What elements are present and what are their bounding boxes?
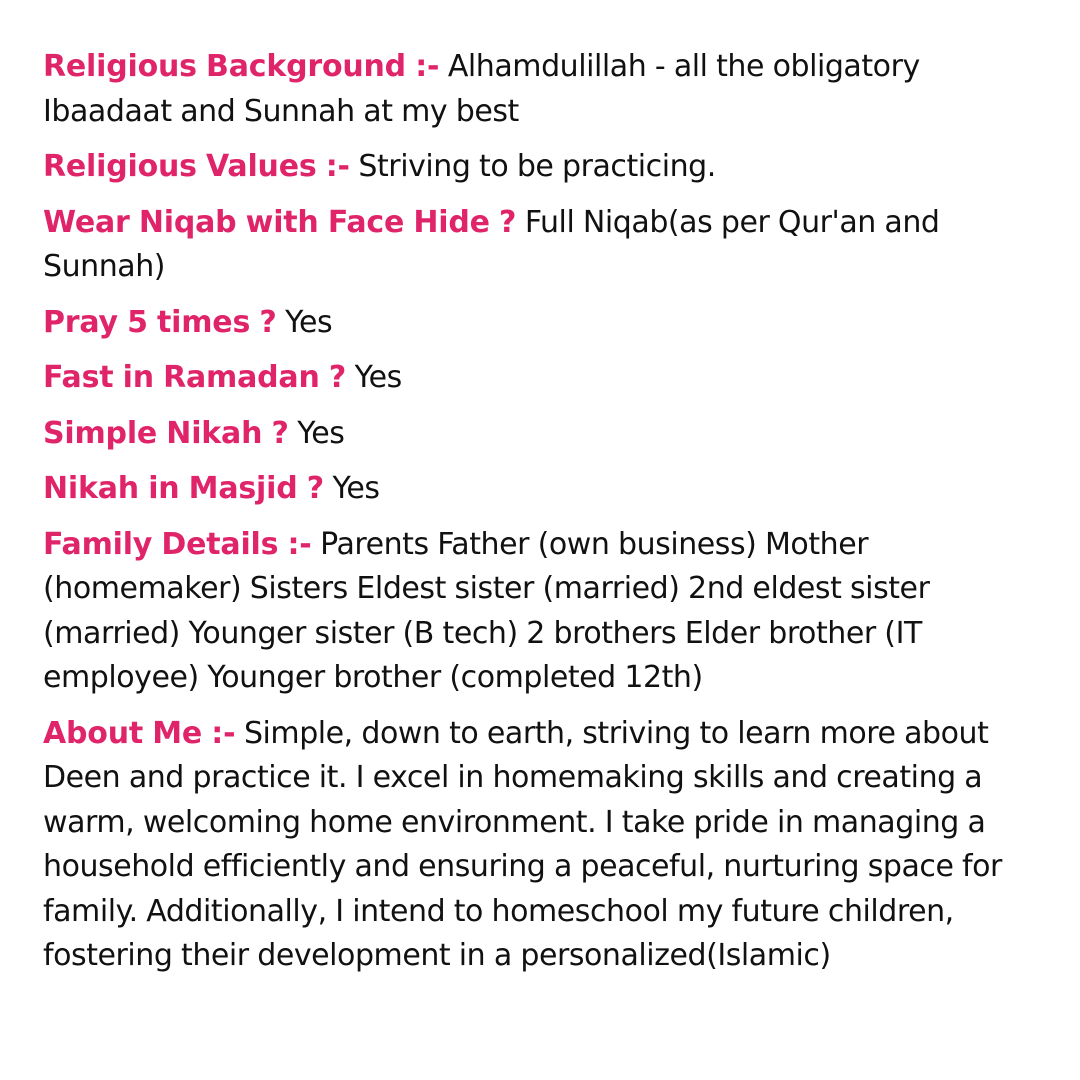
entry-religious-background	[43, 45, 1043, 134]
entry-value: Full Niqab(as per Qur'an and Sunnah)	[43, 204, 940, 284]
entry-value: Yes	[354, 360, 402, 395]
entry-niqab	[43, 201, 1043, 290]
entry-nikah-masjid	[43, 467, 1043, 512]
entry-value: Yes	[332, 471, 380, 506]
entry-value: Simple, down to earth, striving to learn more about Deen and practice it. I excel in homemaking skills and creating a warm, welcoming home environment. I take pride in managing a household efficiently and ensuring a peaceful, nurturing space for family. Additionally, I intend to homeschool my future children, fostering their development in a personalized(Islamic)	[43, 715, 1002, 973]
entry-about-me	[43, 712, 1043, 979]
entry-label: Religious Values :-	[43, 149, 350, 184]
entry-value: Striving to be practicing.	[358, 149, 716, 184]
entry-label: Nikah in Masjid ?	[43, 471, 324, 506]
entry-value: Alhamdulillah - all the obligatory Ibaadaat and Sunnah at my best	[43, 49, 920, 129]
entry-label: Simple Nikah ?	[43, 415, 289, 451]
entry-label: Family Details :-	[43, 526, 312, 562]
entry-pray	[43, 301, 1043, 346]
entry-label: About Me :-	[43, 715, 236, 751]
entry-label: Fast in Ramadan ?	[43, 360, 347, 395]
entry-religious-values	[43, 145, 1043, 190]
entry-label: Religious Background :-	[43, 49, 440, 84]
entry-value: Parents Father (own business) Mother (homemaker) Sisters Eldest sister (married) 2nd eldest sister (married) Younger sister (B tech) 2 brothers Elder brother (IT employee) Younger brother (completed 12th)	[43, 526, 930, 695]
entry-value: Yes	[285, 304, 333, 340]
entry-family-details	[43, 523, 1043, 701]
entry-simple-nikah	[43, 412, 1043, 457]
profile-details	[43, 45, 1043, 990]
entry-label: Wear Niqab with Face Hide ?	[43, 204, 517, 240]
entry-fast	[43, 356, 1043, 401]
entry-label: Pray 5 times ?	[43, 304, 277, 340]
entry-value: Yes	[297, 415, 345, 451]
